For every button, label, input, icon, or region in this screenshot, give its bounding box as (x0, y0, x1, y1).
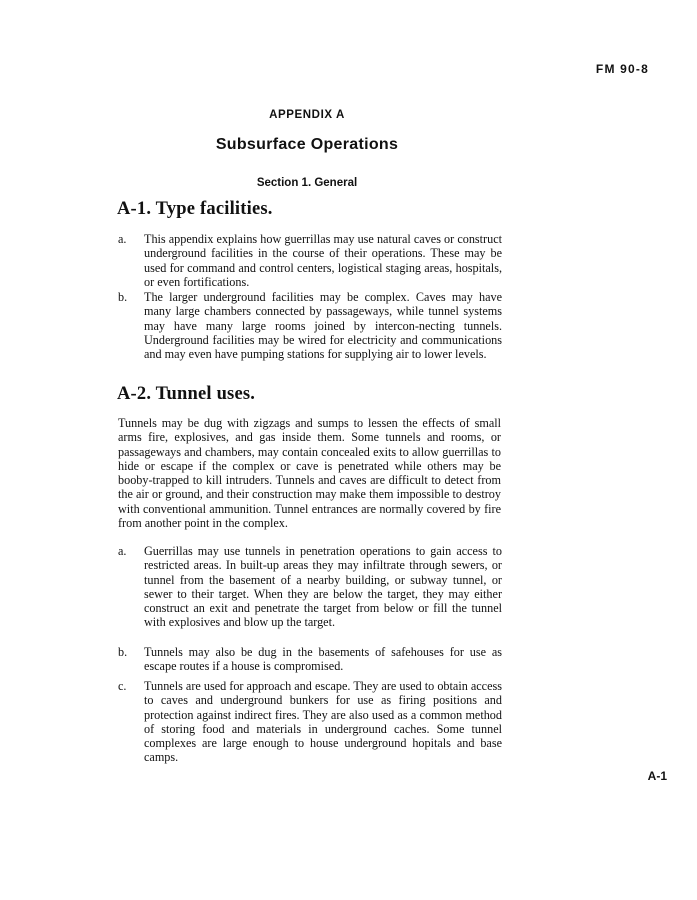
body-paragraph: Tunnels may be dug with zigzags and sumps to lessen the effects of small arms fire, explosives, and gas inside them. Some tunnels and rooms, or passageways and chambers, may contain concealed exits to allow guerrillas to hide or escape if the complex or cave is penetrated while others may be booby-trapped to kill intruders. Tunnels and caves are difficult to detect from the air or ground, and their construction may make them impossible to destroy with conventional ammunition. Tunnel entrances are normally covered by fire from another point in the complex. (118, 416, 501, 531)
list-item (118, 645, 502, 674)
section-title: Section 1. General (256, 177, 358, 189)
list-item-text: The larger underground facilities may be complex. Caves may have many large chambers connected by passageways, while tunnel systems may have many large rooms joined by intercon-necting tunnels. Underground facilities may be wired for electricity and communications and may even have pumping stations for supplying air to lower levels. (144, 290, 502, 362)
appendix-title: Subsurface Operations (215, 136, 399, 153)
list-item-text: This appendix explains how guerrillas may use natural caves or construct underground facilities in the course of their operations. These may be used for command and control centers, logistical staging areas, hospitals, or even fortifications. (144, 232, 502, 289)
document-code: FM 90-8 (595, 62, 649, 76)
list-item-letter: a. (118, 544, 127, 558)
list-item-letter: c. (118, 679, 127, 693)
list-item (118, 544, 502, 630)
list-item-text: Tunnels are used for approach and escape. They are used to obtain access to caves and underground bunkers for use as firing positions and protection against indirect fires. They are also used as a common method of storing food and materials in underground caches. Some tunnel complexes are large enough to house underground hopitals and base camps. (144, 679, 502, 765)
section-heading-a2: A-2. Tunnel uses. (117, 384, 256, 404)
list-item-letter: a. (118, 232, 127, 246)
appendix-label: APPENDIX A (269, 109, 345, 121)
list-item (118, 232, 502, 289)
list-item (118, 290, 502, 361)
list-item-letter: b. (118, 645, 128, 659)
list-item (118, 679, 502, 765)
list-item-text: Guerrillas may use tunnels in penetration operations to gain access to restricted areas. In built-up areas they may infiltrate through sewers, or tunnel from the basement of a nearby building, or subway tunnel, or sewer to their target. When they are below the target, they may either construct an exit and penetrate the target from below or fill the tunnel with explosives and blow up the target. (144, 544, 502, 630)
list-item-letter: b. (118, 290, 128, 304)
page-number: A-1 (647, 769, 667, 783)
list-item-text: Tunnels may also be dug in the basements of safehouses for use as escape routes if a house is compromised. (144, 645, 502, 674)
section-heading-a1: A-1. Type facilities. (117, 199, 273, 219)
